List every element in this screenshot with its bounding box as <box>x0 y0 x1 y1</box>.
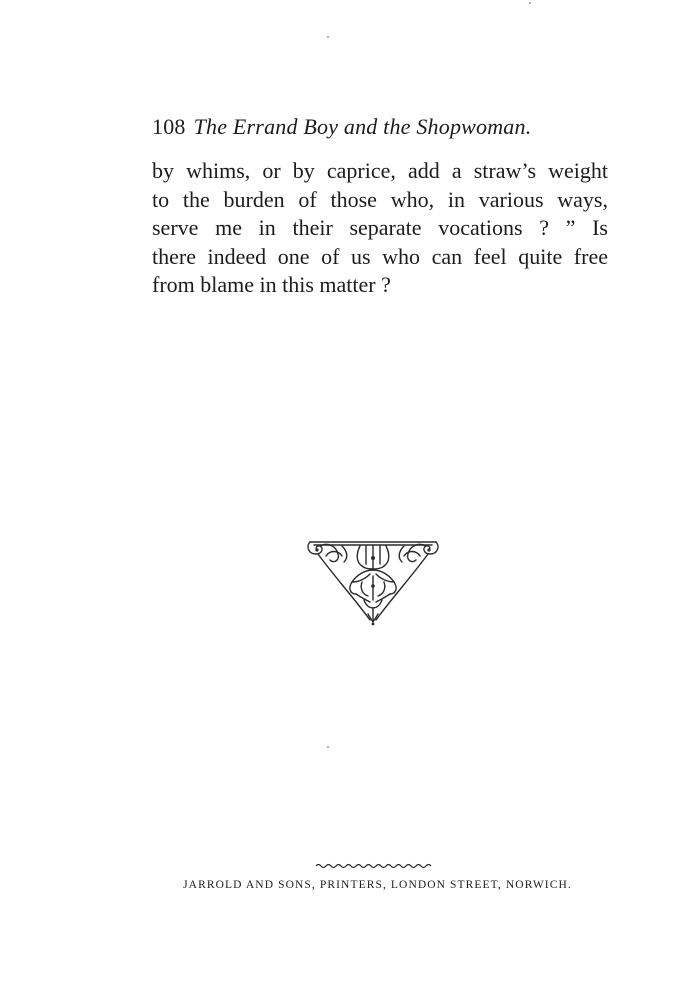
paper-speck <box>327 36 329 38</box>
running-head <box>152 112 592 142</box>
paper-speck <box>327 746 329 748</box>
wavy-rule-icon <box>314 862 432 870</box>
body-paragraph <box>152 157 608 300</box>
paper-speck <box>529 2 531 4</box>
body-line-5: from blame in this matter ? <box>152 272 391 298</box>
body-line-4: there indeed one of us who can feel quite free <box>152 243 608 269</box>
floral-bracket-ornament-icon <box>304 536 442 628</box>
body-line-3: serve me in their separate vocations ? ” Is <box>152 215 608 241</box>
running-title: The Errand Boy and the Shopwoman. <box>193 114 532 139</box>
printer-imprint: JARROLD AND SONS, PRINTERS, LONDON STREET, NORWICH. <box>183 879 572 891</box>
body-line-2: to the burden of those who, in various ways, <box>152 186 608 212</box>
body-line-1: by whims, or by caprice, add a straw’s weight <box>152 158 608 183</box>
page-number: 108 <box>152 114 186 139</box>
